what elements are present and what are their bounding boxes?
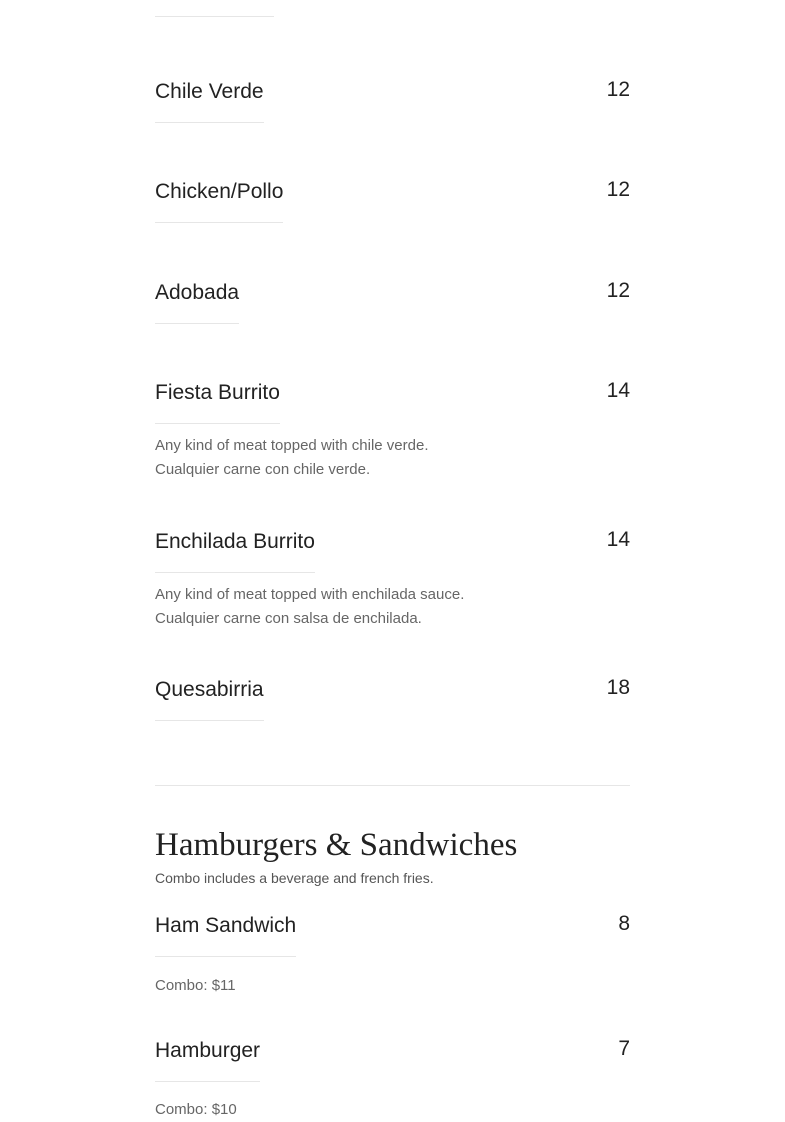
combo-price: Combo: $11 — [155, 977, 236, 994]
menu-item-chile-verde — [155, 79, 630, 123]
item-description — [155, 583, 630, 631]
description-line: Any kind of meat topped with chile verde. — [155, 437, 429, 454]
item-name: Ham Sandwich — [155, 913, 296, 957]
item-description — [155, 974, 630, 998]
menu-item-enchilada-burrito — [155, 529, 630, 631]
section-note: Combo includes a beverage and french fries. — [155, 870, 434, 886]
menu-item-adobada — [155, 280, 630, 324]
item-price: 18 — [606, 676, 630, 699]
section-divider — [155, 785, 630, 786]
description-line: Any kind of meat topped with enchilada sauce. — [155, 586, 465, 603]
item-price: 14 — [606, 379, 630, 402]
item-name: Quesabirria — [155, 677, 264, 721]
item-name: Adobada — [155, 280, 239, 324]
item-name: Fiesta Burrito — [155, 380, 280, 424]
item-name — [155, 0, 274, 17]
menu-item-fiesta-burrito — [155, 380, 630, 482]
menu-item-asada — [155, 0, 630, 17]
menu-item-quesabirria — [155, 677, 630, 721]
item-price: 8 — [618, 912, 630, 935]
item-description — [155, 1098, 630, 1122]
item-name: Chicken/Pollo — [155, 179, 283, 223]
menu-item-hamburger — [155, 1038, 630, 1122]
item-name: Hamburger — [155, 1038, 260, 1082]
menu-item-ham-sandwich — [155, 913, 630, 998]
item-price: 14 — [606, 528, 630, 551]
item-price: 12 — [606, 279, 630, 302]
item-name: Enchilada Burrito — [155, 529, 315, 573]
item-price: 7 — [618, 1037, 630, 1060]
combo-price: Combo: $10 — [155, 1101, 237, 1118]
item-description — [155, 434, 630, 482]
item-price: 12 — [606, 178, 630, 201]
description-line: Cualquier carne con chile verde. — [155, 461, 371, 478]
section-title: Hamburgers & Sandwiches — [155, 827, 518, 863]
item-price: 12 — [606, 78, 630, 101]
menu-item-chicken-pollo — [155, 179, 630, 223]
item-name: Chile Verde — [155, 79, 264, 123]
description-line: Cualquier carne con salsa de enchilada. — [155, 610, 422, 627]
